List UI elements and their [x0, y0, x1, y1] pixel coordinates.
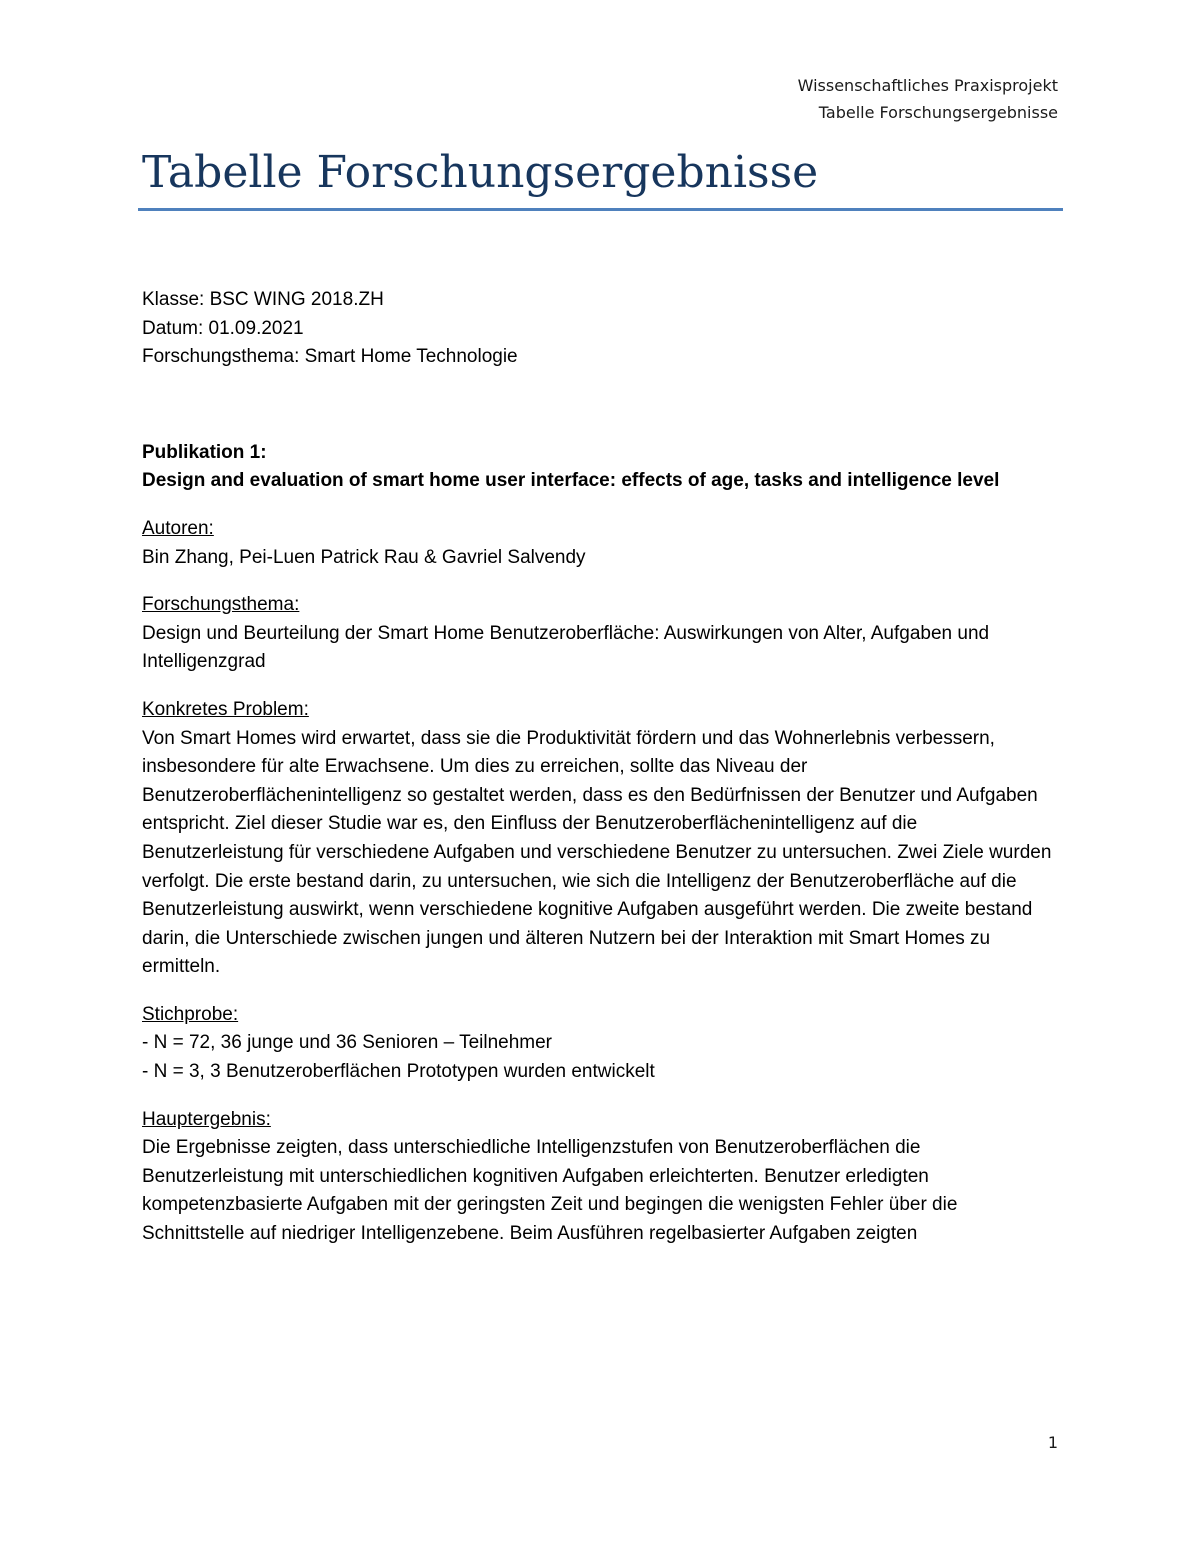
section-stichprobe — [142, 1001, 1062, 1087]
section-hauptergebnis-text: Die Ergebnisse zeigten, dass unterschiedliche Intelligenzstufen von Benutzeroberflächen die Benutzerleistung mit unterschiedlichen kognitiven Aufgaben erleichterten. Benutzer erledigten kompetenzbasierte Aufgaben mit der geringsten Zeit und begingen die wenigsten Fehler über die Schnittstelle auf niedriger Intelligenzebene. Beim Ausführen regelbasierter Aufgaben zeigten — [142, 1137, 958, 1245]
meta-forschungsthema: Forschungsthema: Smart Home Technologie — [142, 346, 518, 368]
title-underline — [138, 208, 1063, 211]
section-forschungsthema — [142, 591, 1062, 677]
section-autoren-text: Bin Zhang, Pei-Luen Patrick Rau & Gavriel Salvendy — [142, 546, 586, 568]
section-hauptergebnis-label: Hauptergebnis: — [142, 1108, 271, 1130]
section-problem — [142, 696, 1062, 982]
stichprobe-item: - N = 3, 3 Benutzeroberflächen Prototypen wurden entwickelt — [142, 1061, 655, 1083]
section-stichprobe-label: Stichprobe: — [142, 1003, 239, 1025]
publication-heading — [142, 439, 1062, 496]
section-problem-label: Konkretes Problem: — [142, 698, 309, 720]
section-autoren — [142, 515, 1062, 572]
publication-label: Publikation 1: — [142, 441, 267, 463]
section-problem-text: Von Smart Homes wird erwartet, dass sie die Produktivität fördern und das Wohnerlebnis verbessern, insbesondere für alte Erwachsene. Um dies zu erreichen, sollte das Niveau der Benutzeroberflächenintelligenz so gestaltet werden, dass es den Bedürfnissen der Benutzer und Aufgaben entspricht. Ziel dieser Studie war es, den Einfluss der Benutzeroberflächenintelligenz auf die Benutzerleistung für verschiedene Aufgaben und verschiedene Benutzer zu untersuchen. Zwei Ziele wurden verfolgt. Die erste bestand darin, zu untersuchen, wie sich die Intelligenz der Benutzeroberfläche auf die Benutzerleistung auswirkt, wenn verschiedene kognitive Aufgaben ausgeführt werden. Die zweite bestand darin, die Unterschiede zwischen jungen und älteren Nutzern bei der Interaktion mit Smart Homes zu ermitteln. — [142, 727, 1052, 978]
header-line-document: Tabelle Forschungsergebnisse — [818, 103, 1058, 122]
section-hauptergebnis — [142, 1106, 1062, 1249]
section-forschungsthema-label: Forschungsthema: — [142, 594, 300, 616]
document-body — [142, 286, 1062, 1249]
meta-datum: Datum: 01.09.2021 — [142, 317, 304, 339]
section-forschungsthema-text: Design und Beurteilung der Smart Home Benutzeroberfläche: Auswirkungen von Alter, Aufgaben und Intelligenzgrad — [142, 622, 990, 673]
page-header — [798, 72, 1058, 126]
stichprobe-item: - N = 72, 36 junge und 36 Senioren – Teilnehmer — [142, 1032, 553, 1054]
meta-klasse: Klasse: BSC WING 2018.ZH — [142, 289, 384, 310]
page-title: Tabelle Forschungsergebnisse — [142, 147, 819, 198]
page-number: 1 — [1047, 1433, 1058, 1452]
publication-title: Design and evaluation of smart home user interface: effects of age, tasks and intelligence level — [142, 470, 1000, 492]
section-autoren-label: Autoren: — [142, 517, 214, 539]
header-line-project: Wissenschaftliches Praxisprojekt — [797, 76, 1058, 95]
